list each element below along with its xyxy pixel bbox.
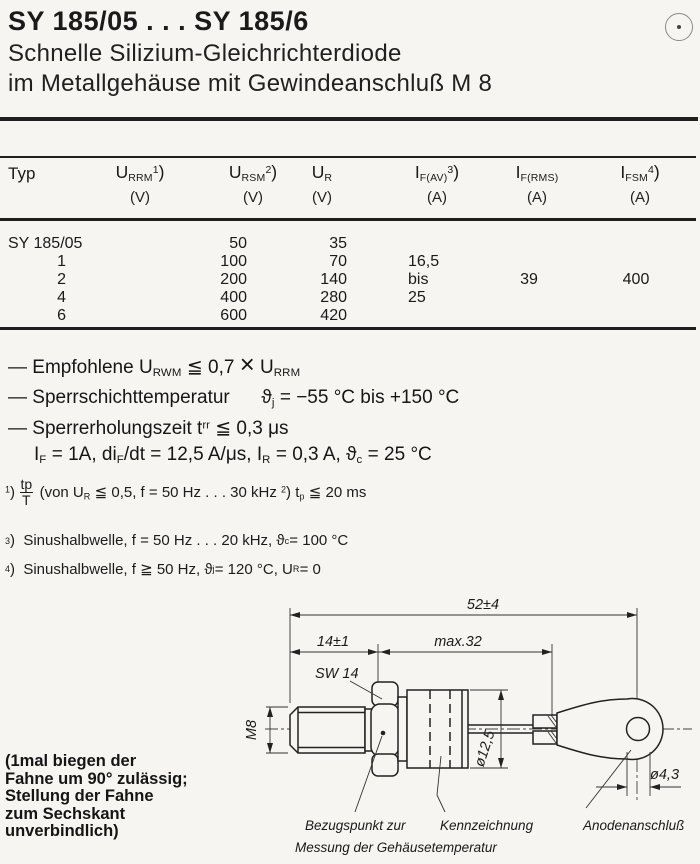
- arrowhead: [627, 612, 637, 618]
- crimp-sleeve-top: [533, 715, 557, 728]
- table-row-typ: 2: [57, 271, 66, 288]
- table-cell-ifav: 16,5: [408, 253, 440, 270]
- arrowhead: [542, 649, 552, 655]
- subtitle-line-1: Schnelle Silizium-Gleichrichterdiode: [8, 40, 402, 67]
- footnote-1: [5, 477, 366, 507]
- caption-line: zum Sechskant: [5, 804, 126, 823]
- dim-d125-label: ø12,5: [471, 728, 499, 769]
- leader-anode: [586, 750, 631, 808]
- reference-point-dot: [381, 731, 386, 736]
- note-recovery-conditions: $I_F = 1A$, $di_F/dt = 12,5$ A/μs, $I_R = 0,3$ A, $ϑ_c = 25$ °C: [34, 444, 432, 467]
- caption-line: unverbindlich): [5, 822, 119, 840]
- hex-nut-top-facet: [372, 682, 398, 706]
- package-drawing: [240, 590, 700, 864]
- label-anodenanschluss: Anodenanschluß: [583, 818, 685, 833]
- col-unit-ursm: (V): [243, 189, 263, 206]
- footnote-3: 3 ) Sinushalbwelle, f = 50 Hz . . . 20 kHz, ϑ c = 100 °C: [5, 532, 349, 549]
- col-header-ifav: $I_{F(AV)}^3$): [414, 162, 460, 184]
- dim-sw14-label: SW 14: [315, 666, 359, 682]
- arrowhead: [380, 649, 390, 655]
- note-recovery-time: — Sperrerholungszeit $t^{rr}$ ≦ 0,3 μs: [8, 418, 289, 439]
- footnote-4: 4 ) Sinushalbwelle, f ≧ 50 Hz, ϑ j = 120 °C, U R = 0: [5, 560, 321, 578]
- dim-d43-label: ø4,3: [650, 767, 680, 783]
- dim-max32-label: max.32: [434, 634, 482, 650]
- table-cell-urrm: 100: [220, 253, 247, 270]
- col-unit-ur: (V): [312, 189, 332, 206]
- dim-14-label: 14±1: [316, 634, 350, 650]
- table-cell-ifsm: 400: [622, 271, 650, 288]
- label-bezugspunkt-line2: Messung der Gehäusetemperatur: [295, 840, 497, 855]
- hex-nut-bottom-facet: [372, 754, 398, 776]
- threaded-stud: [290, 707, 365, 753]
- table-top-rule: [0, 156, 696, 158]
- label-kennzeichnung: Kennzeichnung: [440, 818, 534, 833]
- label-bezugspunkt-line1: Bezugspunkt zur: [305, 818, 406, 833]
- table-row-typ: 6: [57, 307, 66, 324]
- table-cell-urrm: 200: [220, 271, 247, 288]
- table-cell-urrm: 50: [229, 235, 247, 252]
- hex-nut-middle-facet: [371, 704, 399, 756]
- subtitle-line-2: im Metallgehäuse mit Gewindeanschluß M 8: [8, 70, 493, 97]
- col-header-typ: Typ: [8, 164, 36, 183]
- table-cell-ur: 280: [320, 289, 347, 306]
- table-cell-urrm: 600: [220, 307, 247, 324]
- footnote-1-text: (von $U_R$ ≦ 0,5, f = 50 Hz . . . 30 kHz $^2$) $t_p$ ≦ 20 ms: [39, 483, 367, 502]
- lug-hole: [627, 718, 650, 741]
- arrowhead: [368, 649, 378, 655]
- table-cell-ur: 140: [320, 271, 347, 288]
- note-urwm: — Empfohlene $U_{RWM}$ ≦ $0,7 \times U_{RRM}$: [8, 351, 301, 380]
- table-cell-urrm: 400: [220, 289, 247, 306]
- caption-line: Fahne um 90° zulässig;: [5, 769, 188, 788]
- arrowhead: [650, 784, 660, 790]
- table-cell-ifav: 25: [408, 289, 426, 306]
- table-row-typ: 4: [57, 289, 66, 306]
- table-row-typ: 1: [57, 253, 66, 270]
- arrowhead: [498, 690, 504, 700]
- col-header-ur: $U_R$: [311, 162, 333, 184]
- bend-caption: [5, 753, 188, 841]
- table-cell-ifrms: 39: [520, 271, 538, 288]
- table-row-typ: SY 185/05: [8, 235, 83, 252]
- circle-dot-icon: [665, 13, 693, 41]
- table-header-rule: [0, 218, 696, 221]
- circle-dot-center: [677, 25, 681, 29]
- table-cell-ifav: bis: [408, 271, 429, 288]
- dim-m8-label: M8: [244, 719, 260, 741]
- col-header-ifrms: $I_{F(RMS)}$: [515, 162, 559, 184]
- fraction-numerator: tp: [20, 476, 33, 492]
- col-unit-ifrms: (A): [527, 189, 547, 206]
- table-bottom-rule: [0, 327, 696, 330]
- col-header-urrm: $U_{RRM}^1$): [115, 162, 165, 184]
- flange: [398, 697, 407, 761]
- note-junction-temp: — Sperrschichttemperatur $ϑ_j = -55$ °C bis +150 °C: [8, 387, 460, 410]
- arrowhead: [267, 743, 273, 753]
- table-cell-ur: 70: [329, 253, 347, 270]
- fraction-denominator: T: [22, 491, 31, 508]
- col-unit-ifav: (A): [427, 189, 447, 206]
- dim-52-label: 52±4: [466, 597, 500, 613]
- caption-line: Stellung der Fahne: [5, 787, 154, 805]
- col-header-ifsm: $I_{FSM}^4$): [620, 162, 660, 184]
- arrowhead: [290, 649, 300, 655]
- arrowhead: [267, 707, 273, 717]
- footnote-1-fraction: [20, 477, 33, 507]
- page-title: SY 185/05 . . . SY 185/6: [8, 6, 309, 36]
- arrowhead: [498, 758, 504, 768]
- case-body: [407, 690, 468, 768]
- arrowhead: [617, 784, 627, 790]
- table-cell-ur: 35: [329, 235, 347, 252]
- crimp-sleeve-bottom: [533, 731, 557, 744]
- footnote-1-marker: $^1$): [5, 483, 16, 501]
- caption-line: (1mal biegen der: [5, 752, 137, 770]
- col-header-ursm: $U_{RSM}^2$): [228, 162, 278, 184]
- table-cell-ur: 420: [320, 307, 347, 324]
- arrowhead: [290, 612, 300, 618]
- title-rule: [0, 117, 698, 121]
- col-unit-ifsm: (A): [630, 189, 650, 206]
- col-unit-urrm: (V): [130, 189, 150, 206]
